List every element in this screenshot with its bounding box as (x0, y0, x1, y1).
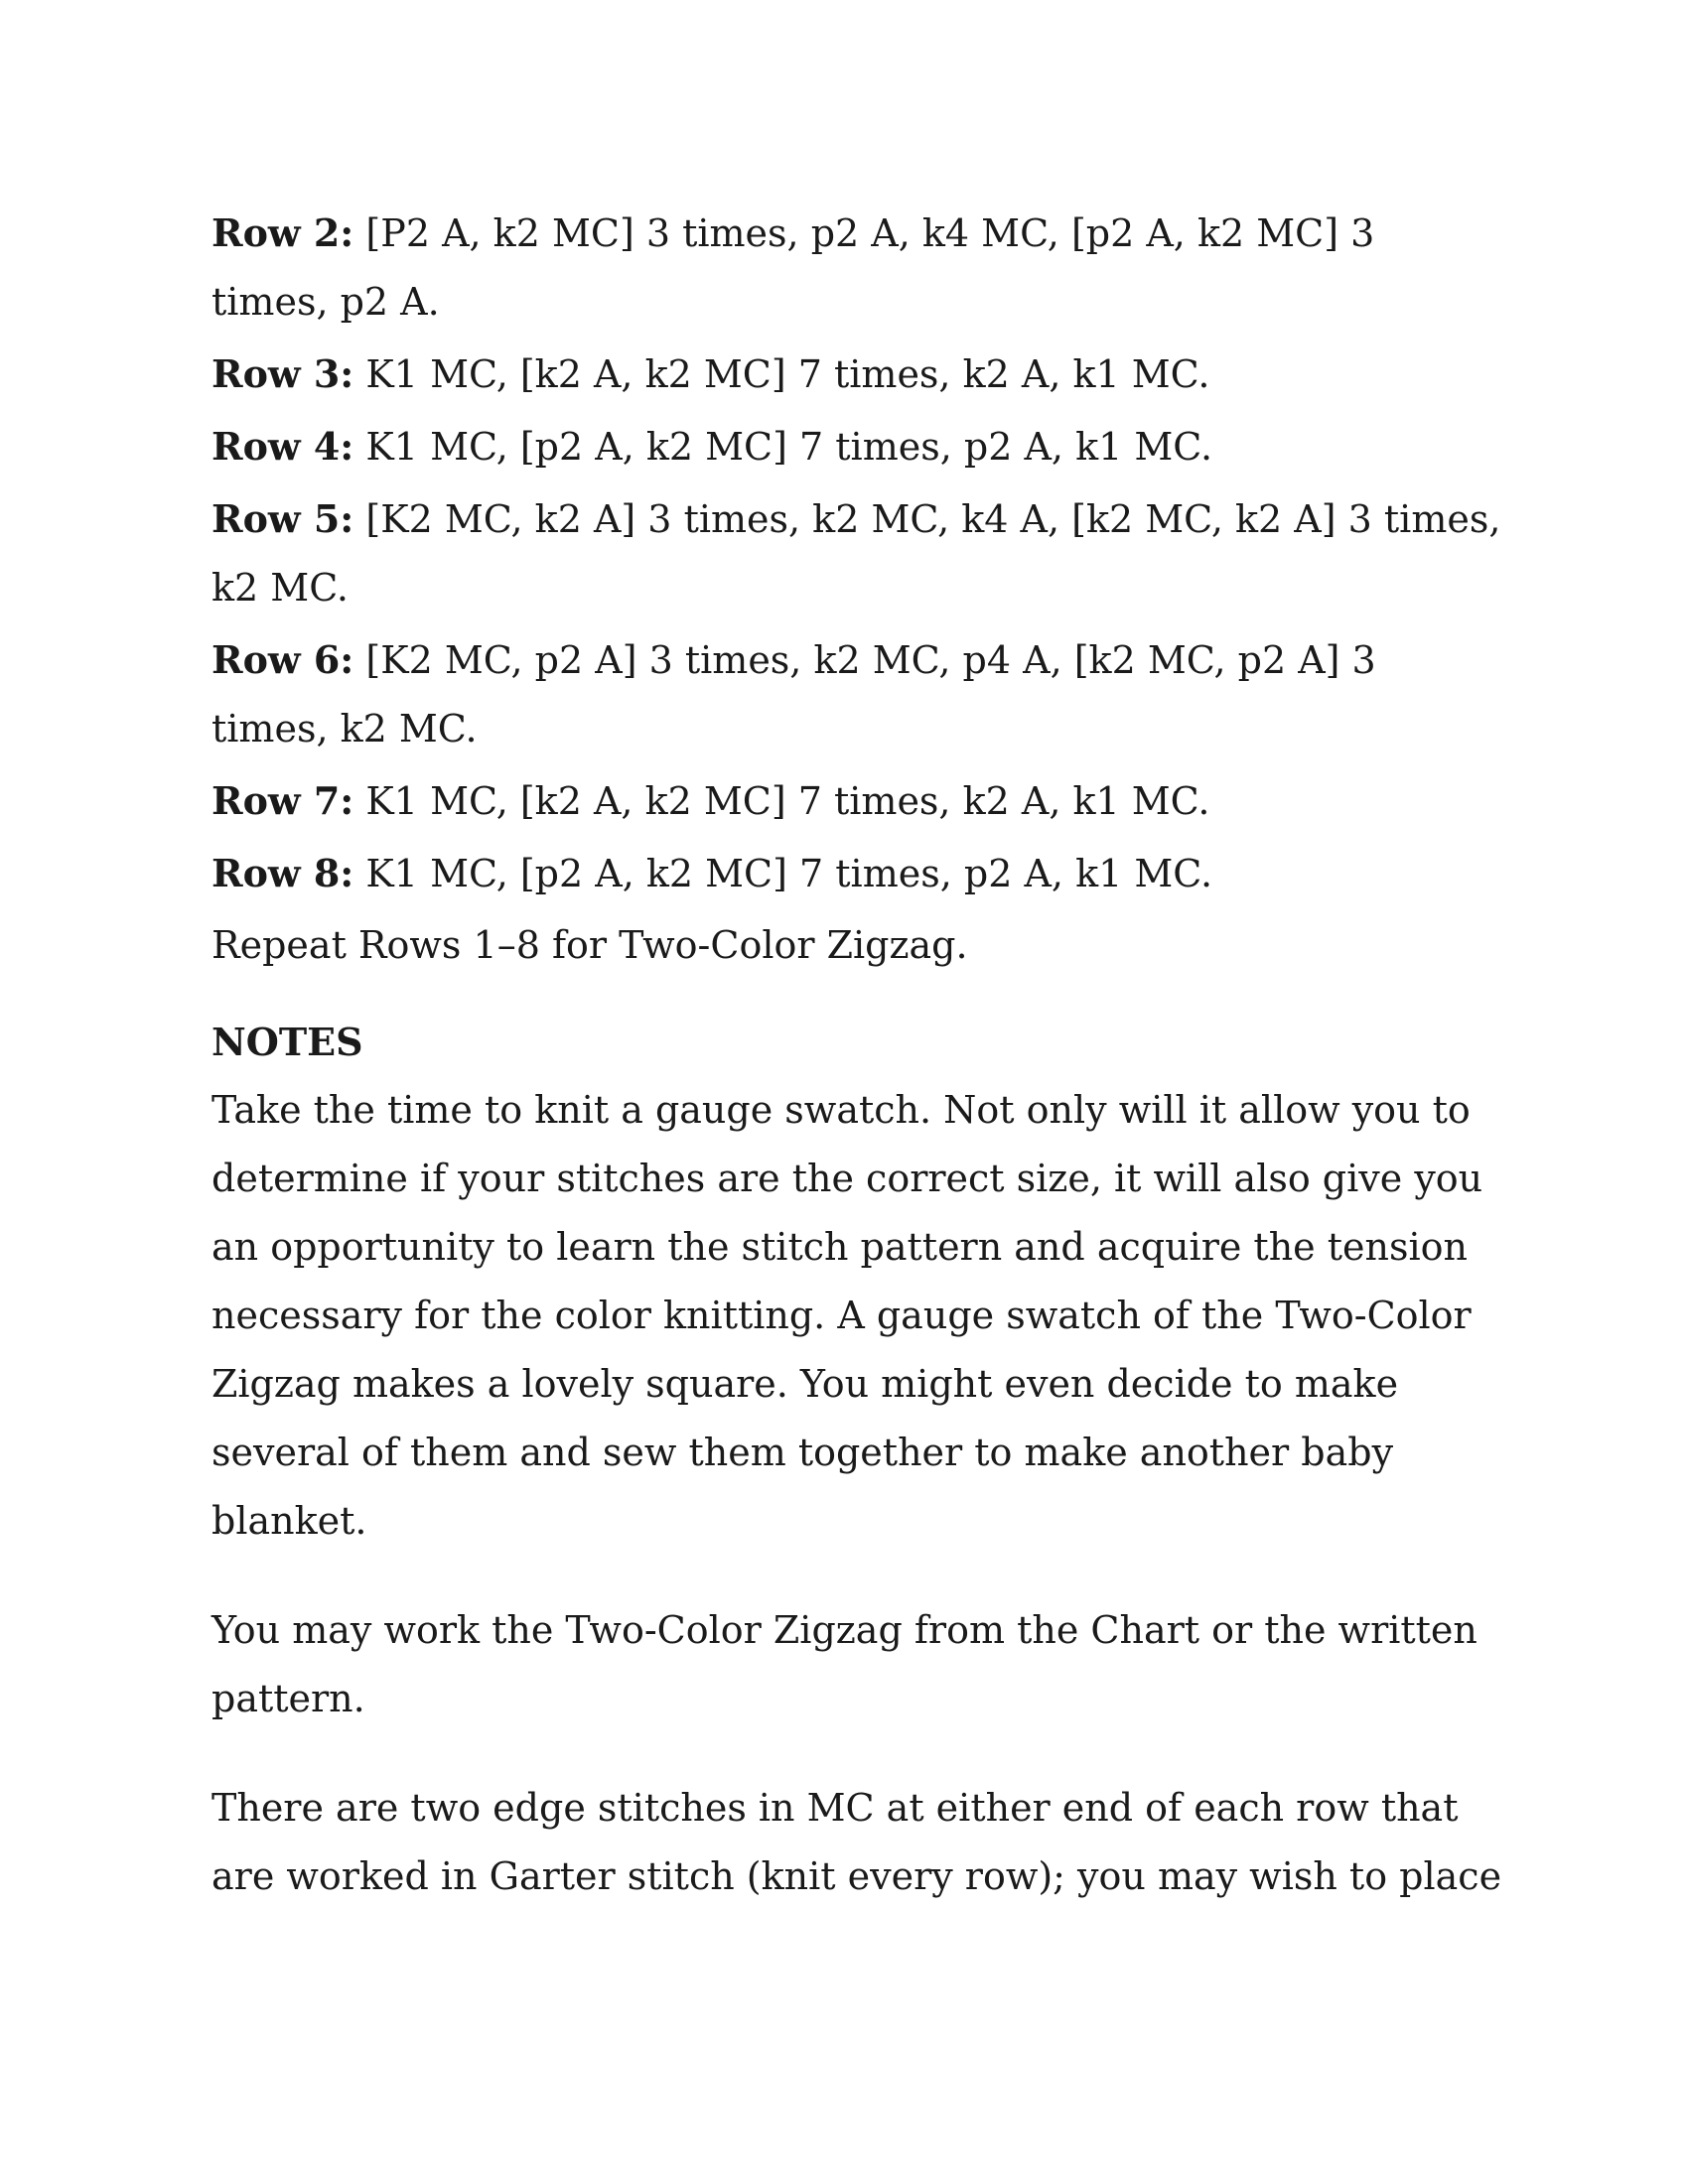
notes-paragraph-gauge: Take the time to knit a gauge swatch. Not only will it allow you to determine if your stitches are the correct size, it will also give you an opportunity to learn the stitch pattern and acquire the tension necessary for the color knitting. A gauge swatch of the Two-Color Zigzag makes a lovely square. You might even decide to make several of them and sew them together to make another baby blanket. (211, 1088, 1483, 1543)
notes-heading: NOTES (211, 1020, 363, 1064)
row-4-instruction (211, 412, 1502, 481)
row-text: K1 MC, [p2 A, k2 MC] 7 times, p2 A, k1 MC. (353, 425, 1213, 469)
row-label: Row 5: (211, 496, 354, 541)
repeat-instruction: Repeat Rows 1–8 for Two-Color Zigzag. (211, 923, 968, 967)
row-label: Row 2: (211, 210, 354, 255)
row-label: Row 4: (211, 424, 354, 469)
row-text: [P2 A, k2 MC] 3 times, p2 A, k4 MC, [p2 A, k2 MC] 3 times, p2 A. (211, 211, 1375, 324)
row-label: Row 6: (211, 637, 354, 682)
row-8-instruction (211, 839, 1502, 908)
notes-paragraph-chart: You may work the Two-Color Zigzag from the Chart or the written pattern. (211, 1608, 1477, 1720)
row-label: Row 8: (211, 851, 354, 895)
row-text: K1 MC, [k2 A, k2 MC] 7 times, k2 A, k1 MC. (353, 352, 1210, 396)
row-label: Row 3: (211, 351, 354, 396)
row-text: K1 MC, [k2 A, k2 MC] 7 times, k2 A, k1 MC. (353, 779, 1210, 823)
row-label: Row 7: (211, 778, 354, 823)
row-text: [K2 MC, p2 A] 3 times, k2 MC, p4 A, [k2 MC, p2 A] 3 times, k2 MC. (211, 638, 1376, 751)
row-7-instruction (211, 766, 1502, 836)
row-5-instruction (211, 484, 1502, 622)
row-2-instruction (211, 199, 1502, 337)
row-text: K1 MC, [p2 A, k2 MC] 7 times, p2 A, k1 MC. (353, 852, 1213, 895)
row-6-instruction (211, 625, 1502, 763)
row-3-instruction (211, 340, 1502, 409)
document-page (211, 199, 1502, 1952)
notes-paragraph-edge-stitches: There are two edge stitches in MC at either end of each row that are worked in Garter stitch (knit every row); you may wish to place (211, 1786, 1502, 1898)
row-text: [K2 MC, k2 A] 3 times, k2 MC, k4 A, [k2 MC, k2 A] 3 times, k2 MC. (211, 497, 1501, 610)
